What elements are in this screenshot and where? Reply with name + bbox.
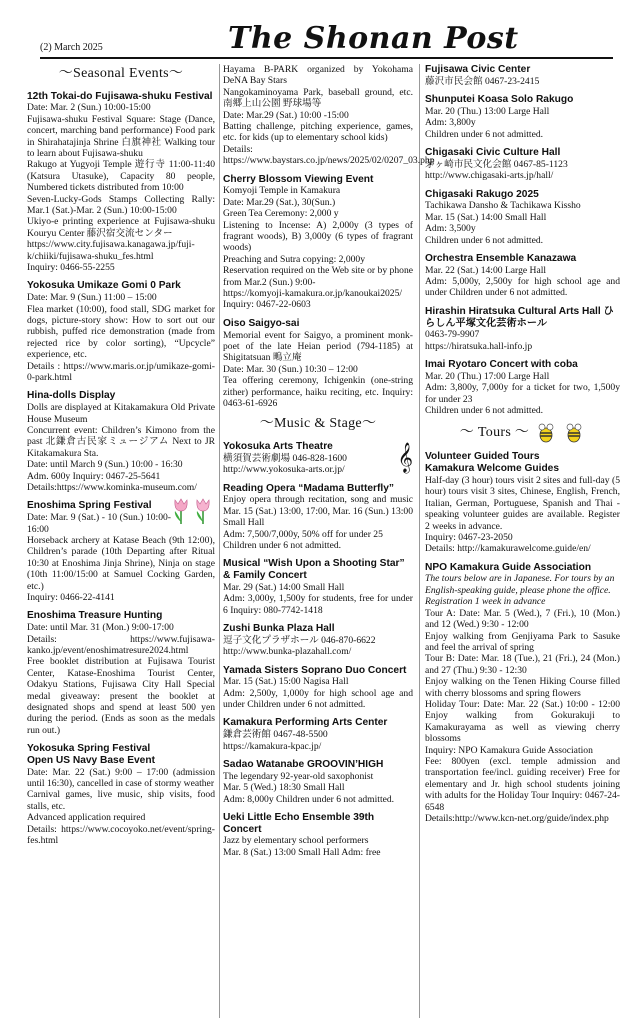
event-item [425, 451, 620, 554]
event-item [223, 441, 413, 476]
event-title: Yokosuka Spring Festival Open US Navy Base Event [27, 743, 155, 766]
event-item [27, 280, 215, 383]
event-item [27, 91, 215, 274]
section-heading-music: 〜Music & Stage〜 [259, 416, 377, 432]
event-item [425, 189, 620, 246]
event-details: Half-day (3 hour) tours visit 2 sites and full-day (5 hour) tours visit 3 sites, Chinese, English, French, Italian, German, Portuguese, Spanish and Thai -speaking volunteer guides are available. Register 2 weeks in advance. Inquiry: 0467-23-2050 Details: http://kamakurawelcome.guide/en/ [425, 474, 620, 555]
event-details: Jazz by elementary school performers Mar. 8 (Sat.) 13:00 Small Hall Adm: free [223, 835, 381, 858]
event-title: Chigasaki Civic Culture Hall [425, 147, 561, 159]
event-title: Sadao Watanabe GROOVIN’HIGH [223, 759, 384, 770]
event-title: Volunteer Guided Tours Kamakura Welcome Guides [425, 451, 559, 475]
event-title: Imai Ryotaro Concert with coba [425, 359, 578, 371]
event-item [27, 610, 215, 736]
event-title: Cherry Blossom Viewing Event [223, 173, 374, 185]
event-item [223, 558, 413, 616]
event-item [425, 562, 620, 825]
event-title: Hina-dolls Display [27, 390, 116, 402]
event-item [425, 64, 620, 87]
event-item [425, 94, 620, 140]
event-title: 12th Tokai-do Fujisawa-shuku Festival [27, 90, 213, 102]
event-item [223, 665, 413, 711]
column-divider [419, 64, 420, 1018]
event-details: Mar. 29 (Sat.) 14:00 Small Hall Adm: 3,000y, 1,500y for students, free for under 6 Inquiry: 080-7742-1418 [223, 581, 413, 616]
event-item [223, 174, 413, 311]
event-item [223, 318, 413, 410]
event-item [223, 64, 435, 167]
event-details: Hayama B-PARK organized by Yokohama DeNA Bay Stars Nangokaminoyama Park, baseball ground, etc. 南郷上山公園 野球場等 Date: Mar.29 (Sat.) 10:00 -15:00 Batting challenge, pitching experience, games, etc. for kids (up to elementary school kids) Details: https://www.baystars.co.jp/news/2025/02/0207_03.php [223, 64, 435, 167]
event-details: Tachikawa Dansho & Tachikawa Kissho Mar. 15 (Sat.) 14:00 Small Hall Adm: 3,500y Children under 6 not admitted. [425, 200, 581, 246]
event-title: Reading Opera “Madama Butterfly” [223, 482, 394, 494]
event-title: Fujisawa Civic Center [425, 64, 531, 75]
newspaper-title: The Shonan Post [228, 21, 519, 56]
event-item [425, 306, 620, 352]
event-title: Enoshima Spring Festival [27, 500, 152, 512]
event-title: Orchestra Ensemble Kanazawa [425, 252, 577, 264]
event-item [223, 623, 413, 658]
event-details: Memorial event for Saigyo, a prominent monk-poet of the late Heian period (794-1185) at Shigitatsuan 鴫立庵 Date: Mar. 30 (Sun.) 10:30 – 12:00 Tea offering ceremony, Ichigenkin (one-string zither) performance, haiku reciting, etc. Inquiry: 0463-61-6926 [223, 329, 413, 409]
tours-heading-row [425, 423, 620, 443]
event-details: Date: Mar. 22 (Sat.) 9:00 – 17:00 (admission until 16:30), cancelled in case of stormy weather Carnival games, live music, ship visits, food stalls, etc. Advanced application required Details: https://www.cocoyoko.net/event/spring-fes.html [27, 766, 215, 847]
event-details: 0463-79-9907 https://hiratsuka.hall-info.jp [425, 329, 533, 352]
event-title: Musical “Wish Upon a Shooting Star” & Family Concert [223, 558, 405, 582]
column-music-tours [425, 64, 620, 1018]
column-seasonal-2 [223, 64, 435, 1018]
event-details: 逗子文化プラザホール 046-870-6622 http://www.bunka-plazahall.com/ [223, 634, 376, 658]
event-details: Tour A: Date: Mar. 5 (Wed.), 7 (Fri.), 10 (Mon.) and 12 (Wed.) 9:30 - 12:00 Enjoy walking from Genjiyama Park to Sasuke and feel the arrival of spring Tour B: Date: Mar. 18 (Tue.), 21 (Fri.), 24 (Mon.) and 27 (Thu.) 9:30 - 12:30 Enjoy walking on the Tenen Hiking Course filled with cherry blossoms and spring flowers Holiday Tour: Date: Mar. 22 (Sat.) 10:00 - 12:00 Enjoy walking from Gokurakuji to Kamakurayama as well as viewing cherry blossoms Inquiry: NPO Kamakura Guide Association Fee: 800yen (excl. temple admission and transportation fee/incl. guiding receiver) Free for elementary and Jr. high school students joining with adults for the Holiday Tour Inquiry: 0467-24-6548 Details:http://www.kcn-net.org/guide/index.php [425, 607, 620, 824]
event-details: Date: until Mar. 31 (Mon.) 9:00-17:00 Details: https://www.fujisawa-kanko.jp/event/enoshimatresure2024.html Free booklet distribution at Fujisawa Tourist Center, Katase-Enoshima Tourist Center, Odakyu Stations, Fujisawa City Hall Special medal giveaway: present the booklet at designated shops and spend at least 500 yen during the period. (Ends as soon as the medals run out.) [27, 622, 215, 736]
event-title: Yokosuka Arts Theatre [223, 441, 333, 453]
music-clef-icon: 𝄞 [397, 443, 413, 473]
bee-icon [535, 423, 557, 443]
section-heading-tours: 〜 Tours 〜 [459, 425, 530, 441]
event-details: 鎌倉芸術館 0467-48-5500 https://kamakura-kpac.jp/ [223, 729, 328, 752]
event-item [223, 717, 413, 752]
event-details: Date: Mar. 2 (Sun.) 10:00-15:00 Fujisawa-shuku Festival Square: Stage (Dance, concert, marching band performance) Food park in Shirahatajinja Shrine 白旗神社 Walking tour to learn about Fujisawa-shuku Rakugo at Yugyoji Temple 遊行寺 11:00-11:40 (Katsura Utasuke), Capacity 80 people, Numbered tickets distributed from 10:00 Seven-Lucky-Gods Stamps Collecting Rally: Mar.1 (Sat.)-Mar. 2 (Sun.) 10:00-15:00 Ukiyo-e printing experience at Fujisawa-shuku Kouryu Center 藤沢宿交流センター https://www.city.fujisawa.kanagawa.jp/fuji-k/chiiki/fujisawa-shuku_fes.html Inquiry: 0466-55-2255 [27, 102, 215, 274]
event-title: Shunputei Koasa Solo Rakugo [425, 94, 574, 106]
masthead-rule [40, 57, 613, 59]
event-details: The legendary 92-year-old saxophonist Mar. 5 (Wed.) 18:30 Small Hall Adm: 8,000y Children under 6 not admitted. [223, 770, 395, 805]
event-item [223, 812, 413, 858]
event-details: 横須賀芸術劇場 046-828-1600 http://www.yokosuka-arts.or.jp/ [223, 452, 347, 476]
event-note: The tours below are in Japanese. For tours by an English-speaking guide, please phone the office. Registration 1 week in advance [425, 573, 615, 608]
event-item [27, 390, 215, 493]
event-details: Enjoy opera through recitation, song and music Mar. 15 (Sat.) 13:00, 17:00, Mar. 16 (Sun.) 13:00 Small Hall Adm: 7,500/7,000y, 50% off for under 25 Children under 6 not admitted. [223, 494, 413, 551]
event-details: Komyoji Temple in Kamakura Date: Mar.29 (Sat.), 30(Sun.) Green Tea Ceremony: 2,000 y Listening to Incense: A) 2,000y (3 types of fragrant woods), B) 3,000y (6 types of fragrant woods) Preaching and Sutra copying: 2,000y Reservation required on the Web site or by phone from Mar.2 (Sun.) 9:00- https://komyoji-kamakura.or.jp/kanoukai2025/ Inquiry: 0467-22-0603 [223, 185, 413, 311]
event-item [223, 483, 413, 552]
event-item [27, 743, 215, 846]
event-details: Mar. 22 (Sat.) 14:00 Large Hall Adm: 5,000y, 2,500y for high school age and under Children under 6 not admitted. [425, 264, 620, 299]
event-details: Dolls are displayed at Kitakamakura Old Private House Museum Concurrent event: Children’s Kimono from the past 北鎌倉古民家ミュージアム Next to JR Kitakamakura Sta. Date: until March 9 (Sun.) 10:00 - 16:30 Adm. 600y Inquiry: 0467-25-5641 Details:https://www.kominka-museum.com/ [27, 402, 215, 493]
tulip-icon [171, 498, 215, 524]
event-item [425, 147, 620, 182]
event-title: Oiso Saigyo-sai [223, 317, 300, 329]
section-heading-seasonal: 〜Seasonal Events〜 [58, 66, 184, 81]
event-title: Yamada Sisters Soprano Duo Concert [223, 664, 407, 676]
event-title: Chigasaki Rakugo 2025 [425, 188, 539, 200]
event-title: Yokosuka Umikaze Gomi 0 Park [27, 280, 181, 292]
masthead [0, 0, 639, 62]
event-item [425, 253, 620, 299]
event-title: Ueki Little Echo Ensemble 39th Concert [223, 811, 375, 835]
column-divider [219, 64, 220, 1018]
event-details: Mar. 20 (Thu.) 17:00 Large Hall Adm: 3,800y, 7,000y for a ticket for two, 1,500y for under 23 Children under 6 not admitted. [425, 370, 620, 417]
column-seasonal-1 [27, 64, 215, 1018]
bee-icon [563, 423, 585, 443]
event-item [27, 500, 215, 603]
event-details: 藤沢市民会館 0467-23-2415 [425, 75, 540, 87]
event-details: Date: Mar. 9 (Sat.) - 10 (Sun.) 10:00-16:00 Horseback archery at Katase Beach (9th 12:00), Children’s parade (10th Departing after Ritual 10:30 at Enoshima Jinja Shrine), Ninja on stage (10th 11:00/15:00 at Samuel Cocking Garden, etc.) Inquiry: 0466-22-4141 [27, 512, 215, 603]
event-details: Mar. 15 (Sat.) 15:00 Nagisa Hall Adm: 2,500y, 1,000y for high school age and under Children under 6 not admitted. [223, 676, 413, 711]
event-title: Enoshima Treasure Hunting [27, 610, 163, 622]
issue-label: (2) March 2025 [40, 42, 103, 53]
event-item [425, 359, 620, 416]
event-title: Kamakura Performing Arts Center [223, 717, 388, 729]
event-item [223, 759, 413, 805]
event-details: Date: Mar. 9 (Sun.) 11:00 – 15:00 Flea market (10:00), food stall, SDG market for dogs, picture-story show: How to sort out our rubbish, puffed rice demonstration (made from rejected rice by color sorting), “Upcycle” experience, etc. Details : https://www.maris.or.jp/umikaze-gomi-0-park.html [27, 292, 215, 384]
event-details: 茅ヶ崎市民文化会館 0467-85-1123 http://www.chigasaki-arts.jp/hall/ [425, 158, 568, 182]
event-details: Mar. 20 (Thu.) 13:00 Large Hall Adm: 3,800y Children under 6 not admitted. [425, 105, 550, 140]
event-title: Hirashin Hiratsuka Cultural Arts Hall ひらしん平塚文化芸術ホール [425, 305, 614, 329]
event-title: NPO Kamakura Guide Association [425, 561, 592, 573]
event-title: Zushi Bunka Plaza Hall [223, 623, 335, 634]
